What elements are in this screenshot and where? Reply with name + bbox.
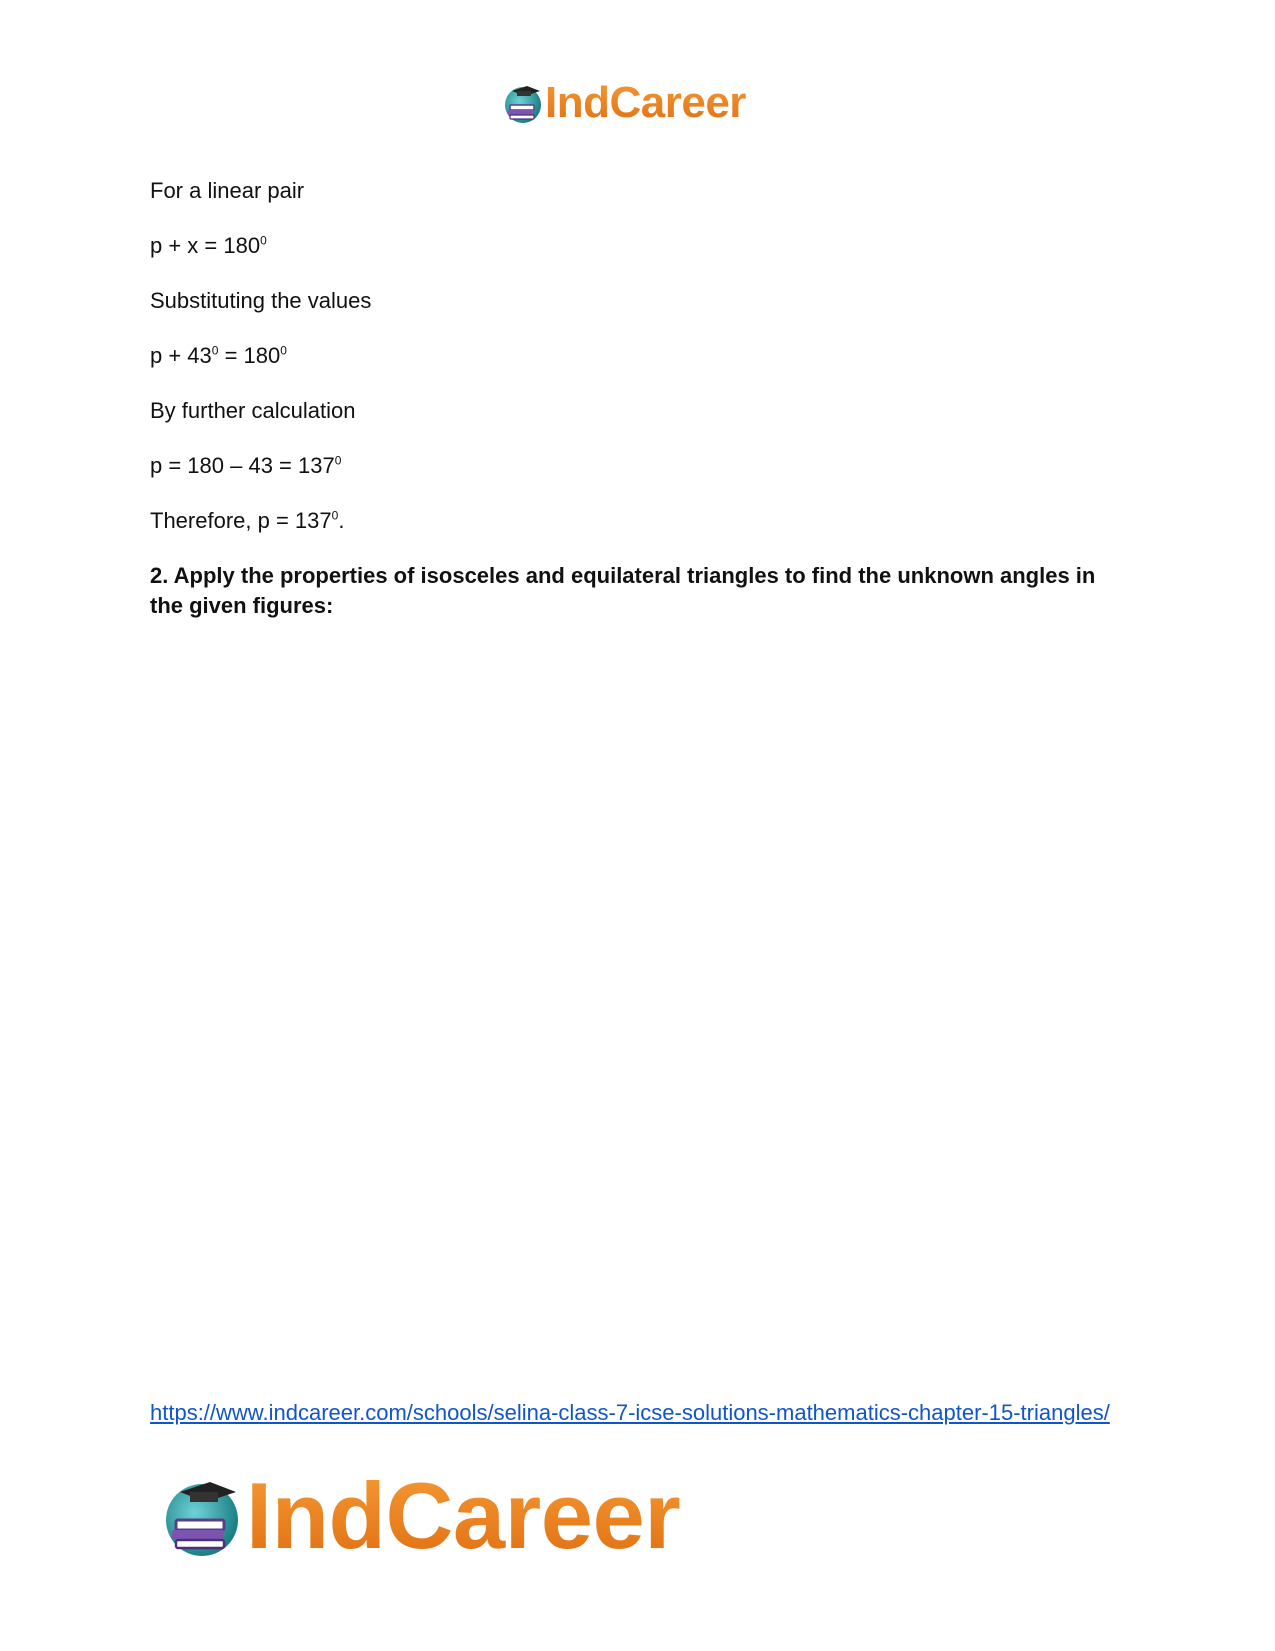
text-line: By further calculation xyxy=(150,398,356,423)
question-heading: 2. Apply the properties of isosceles and equilateral triangles to find the unknown angles in the given figures: xyxy=(150,563,1096,618)
equation-line: $p + x = 180^0$ xyxy=(150,233,267,258)
equation-line: $p = 180 - 43 = 137^0$ xyxy=(150,453,342,478)
logo-books-icon xyxy=(503,81,543,125)
footer-logo xyxy=(160,1463,681,1568)
footer-link[interactable]: https://www.indcareer.com/schools/selina-class-7-icse-solutions-mathematics-chapter-15-triangles/ xyxy=(150,1400,1110,1425)
text-line: Substituting the values xyxy=(150,288,372,313)
equation-line: $p + 43^0 = 180^0$ xyxy=(150,343,287,368)
logo-books-icon xyxy=(160,1472,244,1560)
conclusion-line: Therefore, $p = 137^0$. xyxy=(150,508,345,533)
footer-logo-text: IndCareer xyxy=(246,1463,681,1568)
header-logo-text: IndCareer xyxy=(545,78,746,127)
document-body xyxy=(150,176,1130,621)
header-logo xyxy=(503,78,746,128)
text-line: For a linear pair xyxy=(150,178,305,203)
